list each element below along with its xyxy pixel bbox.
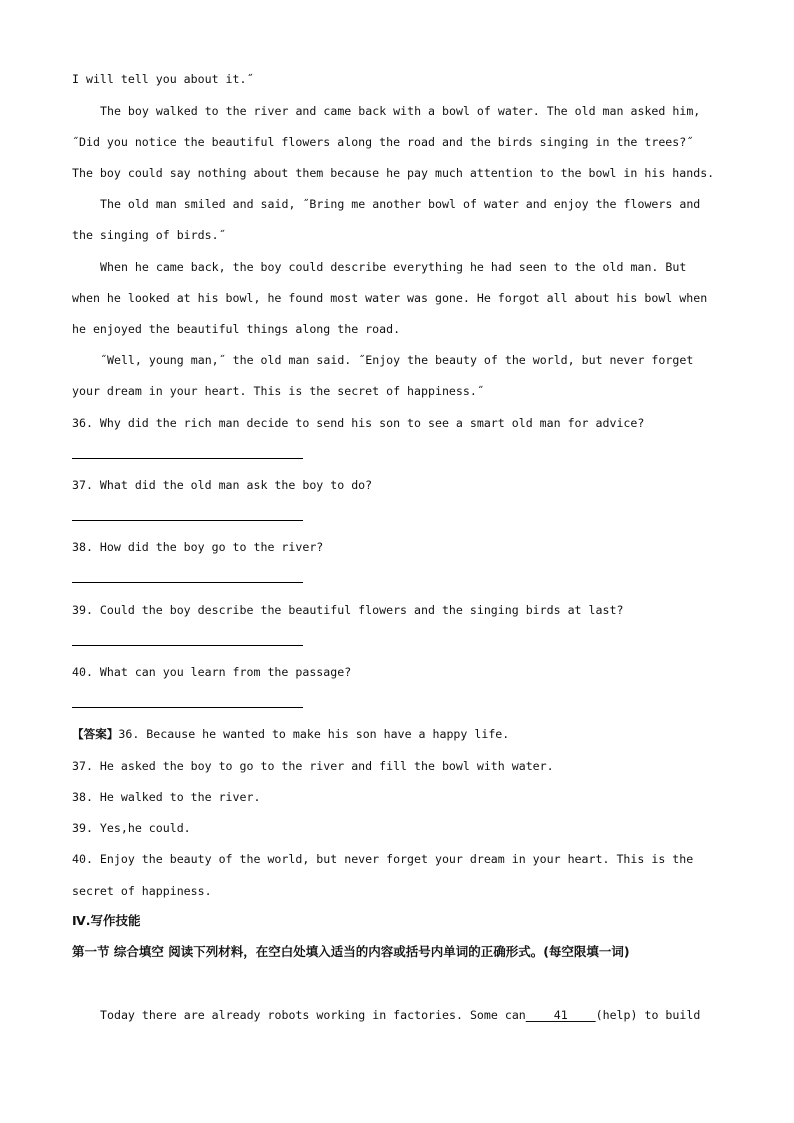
question-40: 40. What can you learn from the passage?: [72, 665, 352, 679]
cloze-blank-41[interactable]: ____41____: [525, 1008, 596, 1022]
story-line: I will tell you about it.˝: [72, 72, 254, 86]
question-38: 38. How did the boy go to the river?: [72, 540, 324, 554]
story-line: The old man smiled and said, ˝Bring me another bowl of water and enjoy the flowers and: [100, 197, 701, 211]
answer-line-40[interactable]: [72, 707, 303, 708]
answer-line-36[interactable]: [72, 458, 303, 459]
story-line: he enjoyed the beautiful things along the road.: [72, 322, 401, 336]
cloze-text-after: (help) to build: [595, 1008, 701, 1022]
answer-36-text: 36. Because he wanted to make his son have a happy life.: [118, 727, 510, 741]
story-line: The boy could say nothing about them because he pay much attention to the bowl in his hands.: [72, 166, 715, 180]
story-line: The boy walked to the river and came back with a bowl of water. The old man asked him,: [100, 104, 701, 118]
answer-line-37[interactable]: [72, 520, 303, 521]
section-sub-heading: 第一节 综合填空 阅读下列材料，在空白处填入适当的内容或括号内单词的正确形式。(每空限填一词): [72, 944, 630, 959]
answer-39: 39. Yes,he could.: [72, 821, 191, 835]
cloze-text-before: Today there are already robots working in factories. Some can: [100, 1008, 526, 1022]
cloze-line: [100, 1008, 700, 1022]
answer-36: [72, 726, 509, 742]
story-line: ˝Well, young man,˝ the old man said. ˝Enjoy the beauty of the world, but never forget: [100, 353, 694, 367]
answer-line-38[interactable]: [72, 582, 303, 583]
story-line: the singing of birds.˝: [72, 228, 226, 242]
story-line: When he came back, the boy could describe everything he had seen to the old man. But: [100, 260, 687, 274]
section-heading: Ⅳ.写作技能: [72, 913, 141, 928]
answer-40-line-2: secret of happiness.: [72, 884, 212, 898]
answer-37: 37. He asked the boy to go to the river and fill the bowl with water.: [72, 759, 554, 773]
question-39: 39. Could the boy describe the beautiful flowers and the singing birds at last?: [72, 603, 624, 617]
question-37: 37. What did the old man ask the boy to do?: [72, 478, 373, 492]
question-36: 36. Why did the rich man decide to send his son to see a smart old man for advice?: [72, 416, 645, 430]
story-line: ˝Did you notice the beautiful flowers along the road and the birds singing in the trees?˝: [72, 135, 694, 149]
answer-line-39[interactable]: [72, 645, 303, 646]
answer-40-line-1: 40. Enjoy the beauty of the world, but never forget your dream in your heart. This is the: [72, 852, 694, 866]
story-line: your dream in your heart. This is the secret of happiness.˝: [72, 384, 484, 398]
answer-tag: 【答案】: [72, 727, 119, 741]
story-line: when he looked at his bowl, he found most water was gone. He forgot all about his bowl when: [72, 291, 708, 305]
answer-38: 38. He walked to the river.: [72, 790, 261, 804]
